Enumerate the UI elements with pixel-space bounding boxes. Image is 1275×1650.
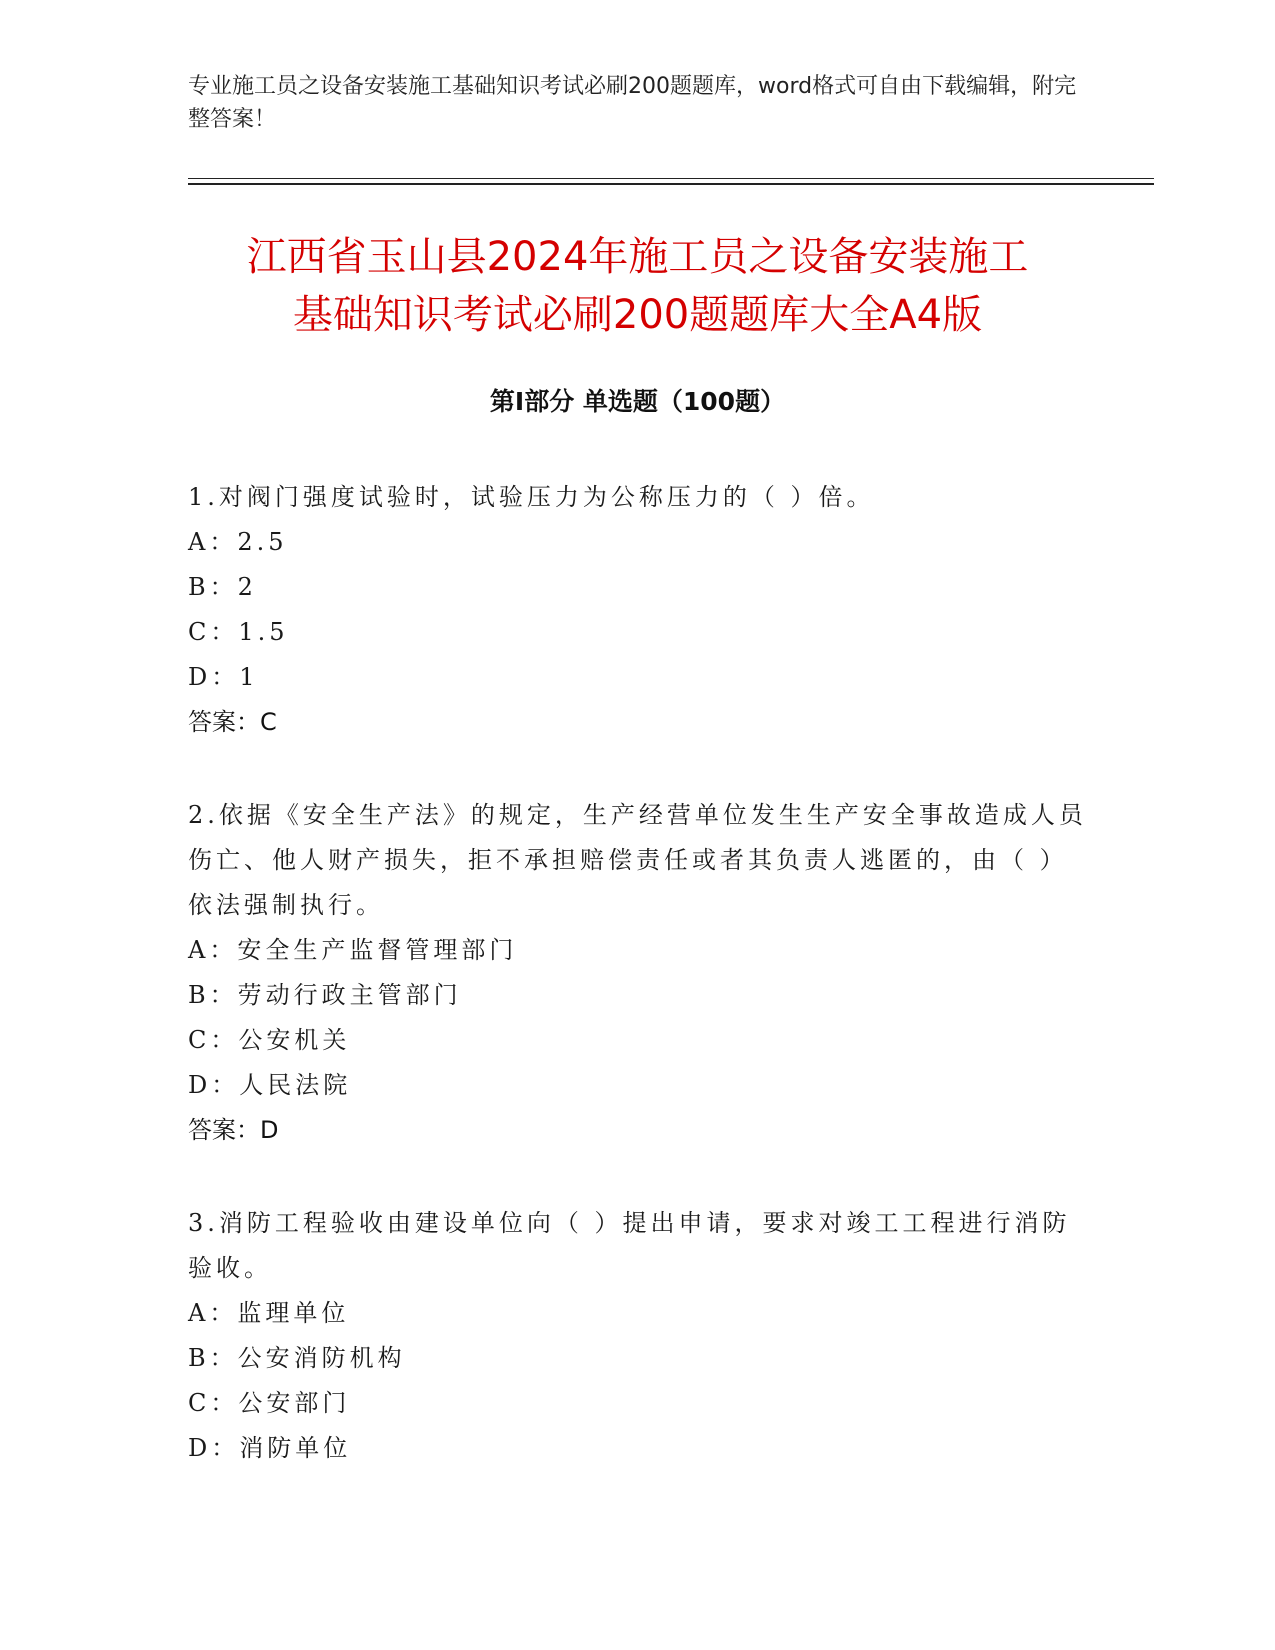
option-a: A：2.5	[188, 528, 288, 556]
option-d: D：消防单位	[188, 1434, 352, 1462]
answer: 答案：D	[188, 1116, 279, 1144]
question-stem: 2.依据《安全生产法》的规定，生产经营单位发生生产安全事故造成人员伤亡、他人财产损失，拒不承担赔偿责任或者其负责人逃匿的，由（ ）依法强制执行。	[188, 801, 1087, 919]
option-c: C：1.5	[188, 618, 289, 646]
header-text: 专业施工员之设备安装施工基础知识考试必刷200题题库，word格式可自由下载编辑，附完整答案！	[188, 74, 1077, 132]
header-rule-thin	[188, 178, 1154, 179]
question-stem: 1.对阀门强度试验时，试验压力为公称压力的（ ）倍。	[188, 483, 875, 511]
option-b: B：公安消防机构	[188, 1344, 406, 1372]
option-a: A：安全生产监督管理部门	[188, 936, 518, 964]
question-stem: 3.消防工程验收由建设单位向（ ）提出申请，要求对竣工工程进行消防验收。	[188, 1209, 1071, 1282]
question-3	[188, 1201, 1088, 1471]
title-line-2: 基础知识考试必刷200题题库大全A4版	[292, 292, 983, 338]
option-d: D：人民法院	[188, 1071, 352, 1099]
option-b: B：2	[188, 573, 257, 601]
section-heading: 第I部分 单选题（100题）	[489, 387, 786, 416]
option-c: C：公安机关	[188, 1026, 351, 1054]
document-title	[150, 228, 1125, 344]
option-b: B：劳动行政主管部门	[188, 981, 462, 1009]
header-rule-thick	[188, 183, 1154, 185]
answer: 答案：C	[188, 708, 277, 736]
question-list	[188, 475, 1088, 1519]
page-header	[188, 70, 1088, 136]
option-c: C：公安部门	[188, 1389, 351, 1417]
title-line-1: 江西省玉山县2024年施工员之设备安装施工	[246, 234, 1029, 280]
question-1	[188, 475, 1088, 745]
option-a: A：监理单位	[188, 1299, 350, 1327]
option-d: D：1	[188, 663, 259, 691]
question-2	[188, 793, 1088, 1153]
